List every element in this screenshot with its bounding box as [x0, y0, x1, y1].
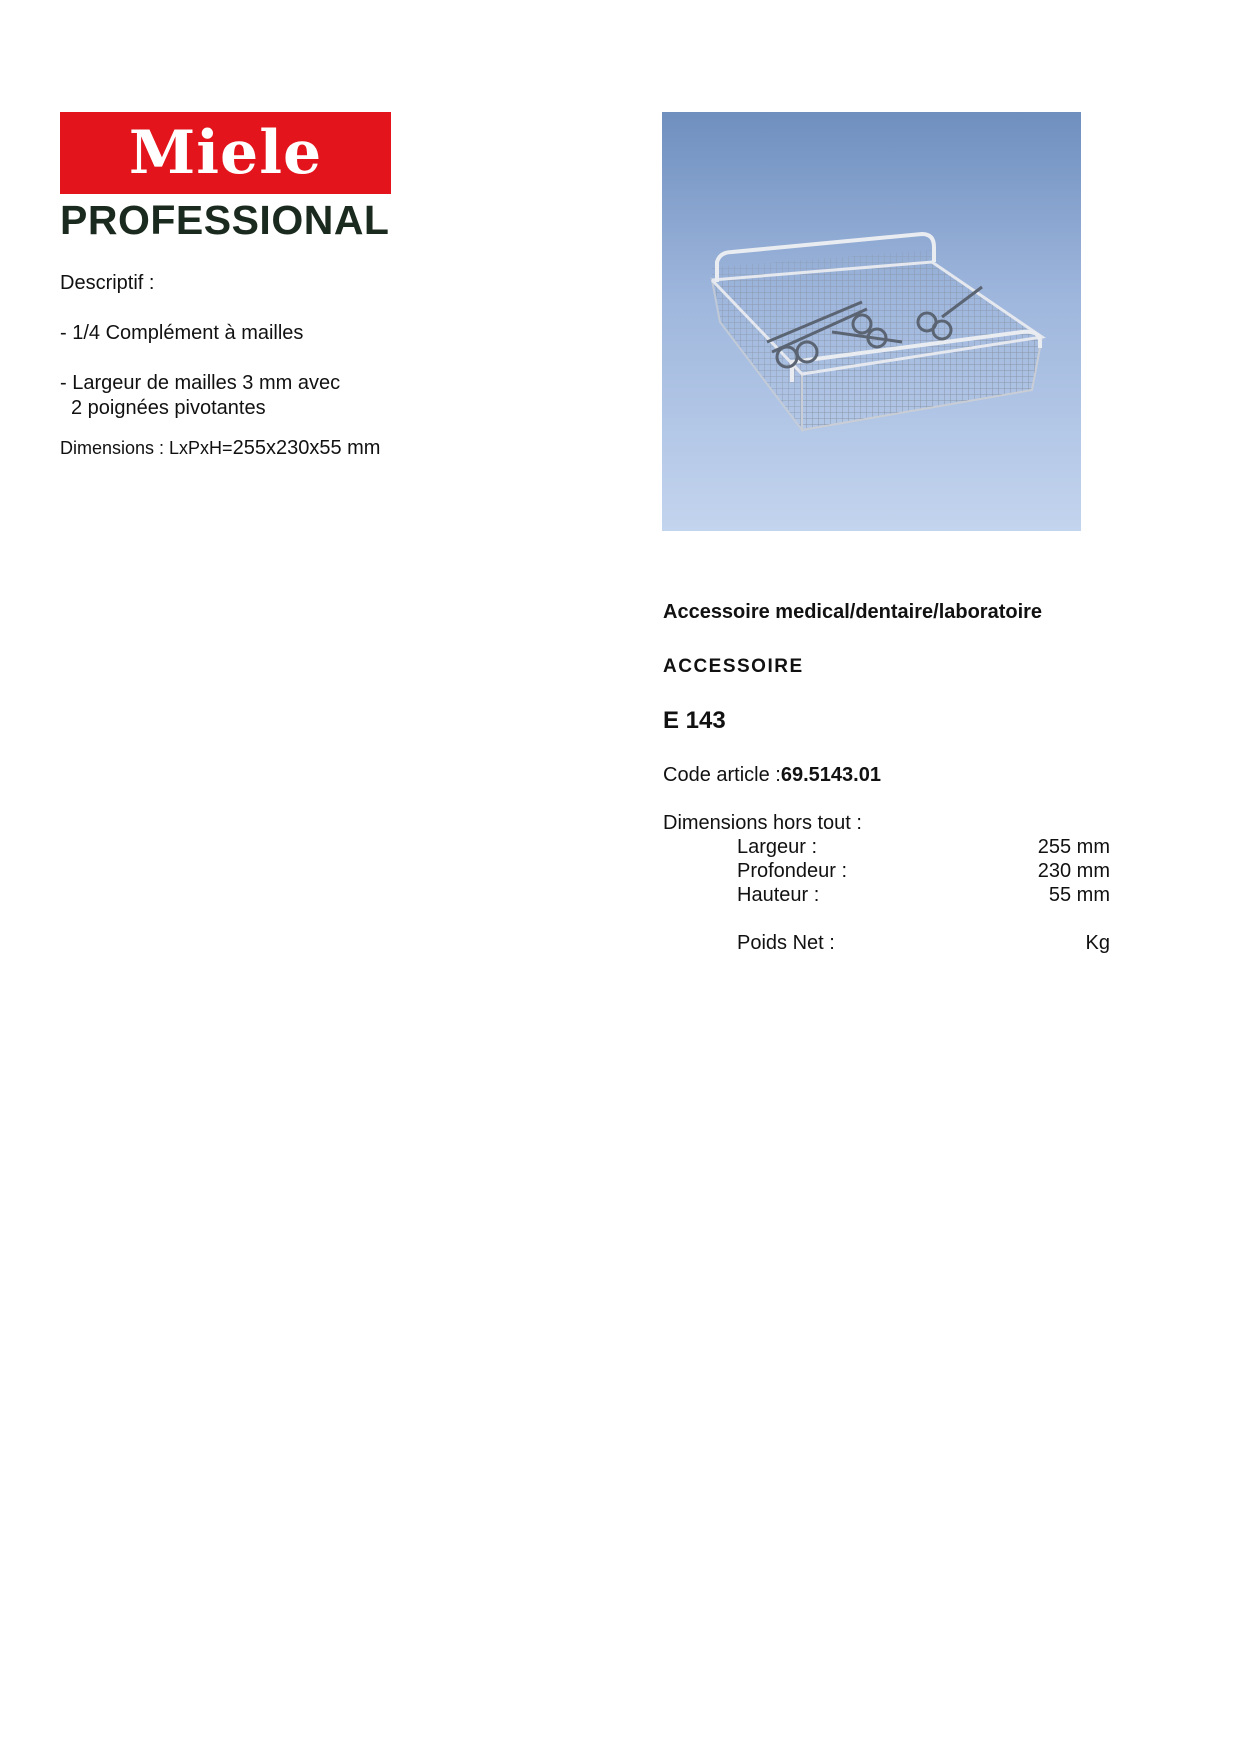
dimensions-summary-value: 255x230x55 mm: [232, 437, 381, 459]
dimension-label: Profondeur :: [737, 860, 848, 882]
feature-item-2-line-2: 2 poignées pivotantes: [71, 397, 266, 419]
dimension-row-profondeur: [663, 859, 1110, 883]
weight-label: Poids Net :: [737, 932, 835, 954]
dimensions-summary-label: Dimensions : LxPxH=: [60, 438, 233, 458]
dimensions-summary: [60, 436, 600, 461]
description-block: [60, 271, 600, 461]
miele-professional-logo: [60, 112, 391, 241]
weight-value: Kg: [1085, 932, 1110, 954]
article-code-value: 69.5143.01: [780, 764, 881, 786]
product-type: ACCESSOIRE: [663, 656, 804, 677]
dimension-value: 230 mm: [1037, 860, 1110, 882]
dimension-row-hauteur: [663, 883, 1110, 907]
dimensions-table: [663, 811, 1123, 955]
logo-professional-text: PROFESSIONAL: [60, 197, 390, 243]
dimension-label: Hauteur :: [737, 884, 820, 906]
logo-red-banner: [60, 112, 391, 194]
dimension-label: Largeur :: [737, 836, 818, 858]
product-model: E 143: [663, 707, 726, 734]
article-code-label: Code article :: [663, 764, 781, 786]
dimension-value: 55 mm: [1048, 884, 1110, 906]
description-title: Descriptif :: [60, 272, 155, 294]
product-category: Accessoire medical/dentaire/laboratoire: [663, 601, 1043, 623]
dimension-row-largeur: [663, 835, 1110, 859]
feature-item-1: - 1/4 Complément à mailles: [60, 322, 304, 344]
logo-brand-text: Miele: [128, 118, 323, 188]
dimension-value: 255 mm: [1037, 836, 1110, 858]
mesh-basket-illustration: [662, 112, 1081, 531]
dimensions-title: Dimensions hors tout :: [663, 812, 862, 834]
weight-row: [663, 931, 1110, 955]
product-details: [663, 600, 1123, 955]
product-photo: [662, 112, 1081, 531]
feature-item-2-line-1: - Largeur de mailles 3 mm avec: [60, 372, 341, 394]
article-code: [663, 763, 1123, 787]
